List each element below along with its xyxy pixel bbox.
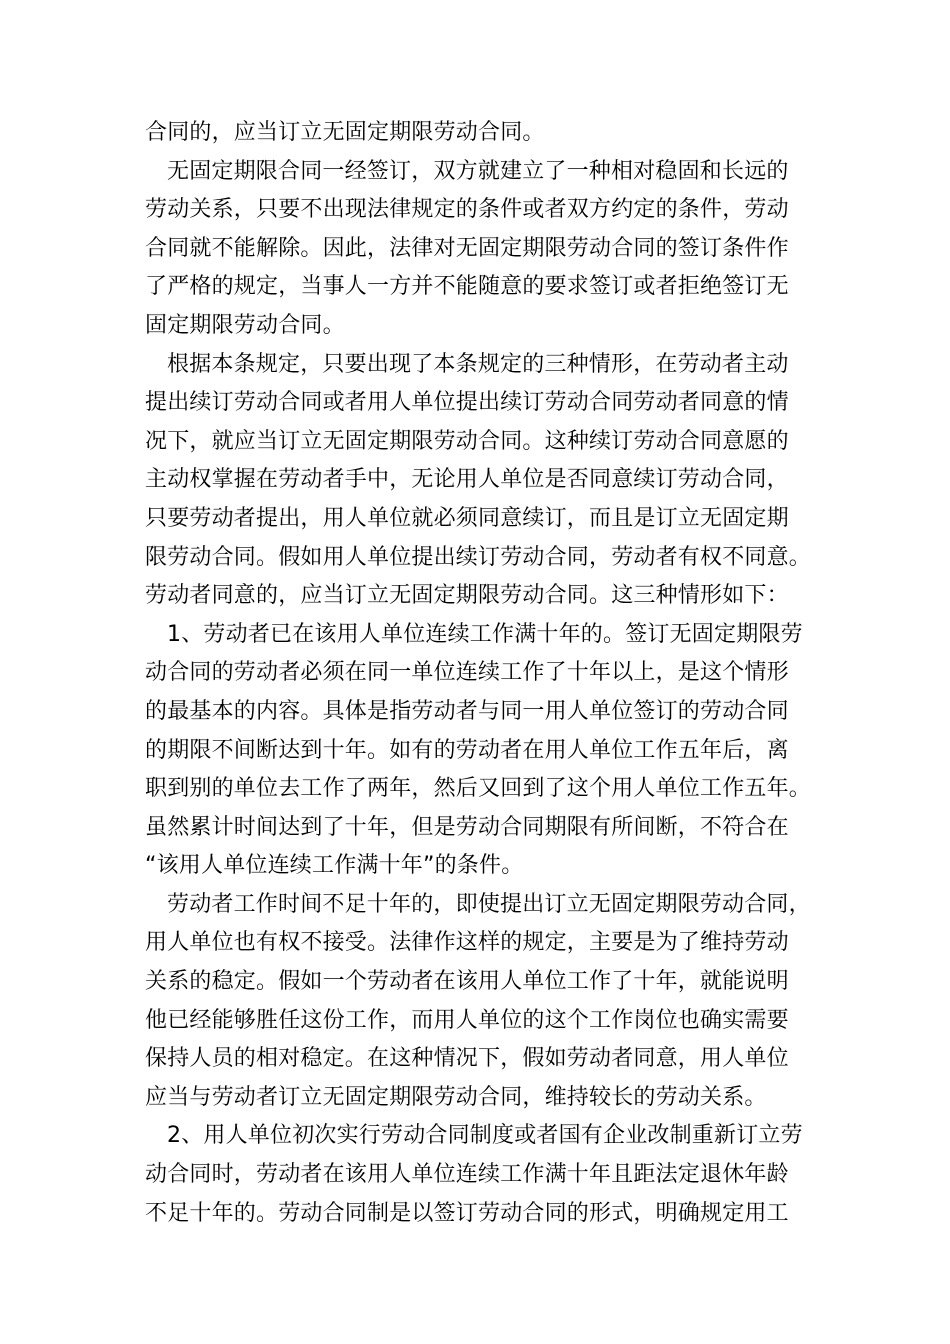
text-line: 他已经能够胜任这份工作，而用人单位的这个工作岗位也确实需要: [145, 1007, 789, 1033]
text-line: 不足十年的。劳动合同制是以签订劳动合同的形式，明确规定用工: [145, 1200, 789, 1226]
text-line: 关系的稳定。假如一个劳动者在该用人单位工作了十年，就能说明: [145, 969, 789, 995]
text-line: 保持人员的相对稳定。在这种情况下，假如劳动者同意，用人单位: [145, 1046, 789, 1072]
text-line: 动合同时，劳动者在该用人单位连续工作满十年且距法定退休年龄: [145, 1162, 789, 1188]
text-line: 只要劳动者提出，用人单位就必须同意续订，而且是订立无固定期: [145, 505, 789, 531]
text-line: 合同的，应当订立无固定期限劳动合同。: [145, 120, 545, 145]
text-line: “该用人单位连续工作满十年”的条件。: [145, 853, 524, 879]
text-line: 况下，就应当订立无固定期限劳动合同。这种续订劳动合同意愿的: [145, 428, 789, 454]
text-line: 固定期限劳动合同。: [145, 312, 345, 338]
text-line: 2、用人单位初次实行劳动合同制度或者国有企业改制重新订立劳: [167, 1123, 803, 1149]
text-line: 劳动者同意的，应当订立无固定期限劳动合同。这三种情形如下：: [145, 583, 789, 609]
text-line: 动合同的劳动者必须在同一单位连续工作了十年以上，是这个情形: [145, 660, 789, 686]
text-line: 的期限不间断达到十年。如有的劳动者在用人单位工作五年后，离: [145, 737, 789, 763]
text-line: 无固定期限合同一经签订，双方就建立了一种相对稳固和长远的: [167, 158, 789, 184]
text-line: 提出续订劳动合同或者用人单位提出续订劳动合同劳动者同意的情: [145, 390, 789, 416]
text-line: 劳动者工作时间不足十年的，即使提出订立无固定期限劳动合同，: [167, 891, 811, 917]
text-line: 用人单位也有权不接受。法律作这样的规定，主要是为了维持劳动: [145, 930, 789, 956]
body-text: [145, 114, 812, 1233]
text-line: 限劳动合同。假如用人单位提出续订劳动合同，劳动者有权不同意。: [145, 544, 812, 570]
text-line: 主动权掌握在劳动者手中，无论用人单位是否同意续订劳动合同，: [145, 467, 789, 493]
text-line: 合同就不能解除。因此，法律对无固定期限劳动合同的签订条件作: [145, 235, 789, 261]
text-line: 应当与劳动者订立无固定期限劳动合同，维持较长的劳动关系。: [145, 1084, 767, 1110]
text-line: 虽然累计时间达到了十年，但是劳动合同期限有所间断，不符合在: [145, 814, 789, 840]
text-line: 劳动关系，只要不出现法律规定的条件或者双方约定的条件，劳动: [145, 197, 789, 223]
text-line: 1、劳动者已在该用人单位连续工作满十年的。签订无固定期限劳: [167, 621, 803, 647]
text-line: 的最基本的内容。具体是指劳动者与同一用人单位签订的劳动合同: [145, 698, 789, 724]
text-line: 职到别的单位去工作了两年，然后又回到了这个用人单位工作五年。: [145, 776, 812, 802]
text-line: 了严格的规定，当事人一方并不能随意的要求签订或者拒绝签订无: [145, 274, 789, 300]
text-line: 根据本条规定，只要出现了本条规定的三种情形，在劳动者主动: [167, 351, 789, 377]
